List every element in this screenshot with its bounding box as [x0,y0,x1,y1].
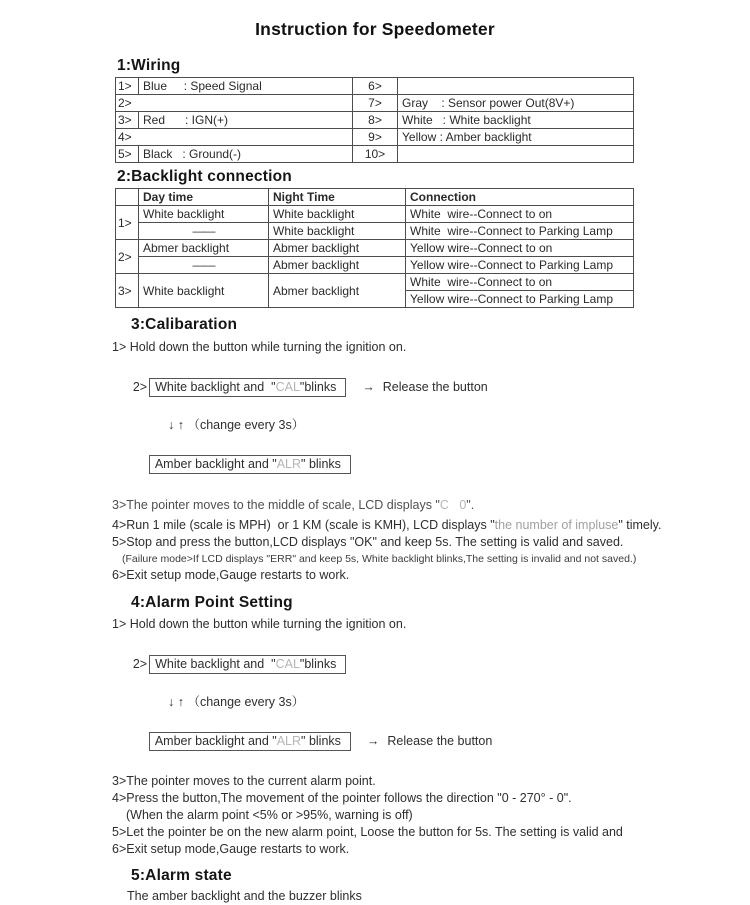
backlight-num: 1> [116,206,139,240]
wiring-num: 5> [116,146,139,163]
box-text: "blinks [299,657,337,671]
wiring-row [116,95,634,112]
arrow-right-icon: → [362,380,376,394]
wiring-row [116,129,634,146]
alr-code: ALR [276,457,302,471]
cal-code: CAL [275,657,300,671]
step-number: 2> [132,380,148,394]
cal-code: CAL [275,380,300,394]
alarm-step-1: 1> Hold down the button while turning the ignition on. [112,617,407,631]
release-button-text: Release the button [387,734,493,748]
step-text: 3>The pointer moves to the middle of scale, LCD displays " [112,498,440,512]
wiring-num: 7> [353,95,398,112]
calibration-step-1: 1> Hold down the button while turning the ignition on. [112,340,407,354]
connection-cell: Yellow wire--Connect to Parking Lamp [406,257,634,274]
down-up-arrows-icon: ↓ ↑ [168,418,184,432]
wiring-num: 6> [353,78,398,95]
box-text: Amber backlight and " [154,734,277,748]
amber-backlight-alr-box [149,455,351,474]
toggle-indicator [168,418,750,433]
night-cell: Abmer backlight [269,240,406,257]
release-button-text: Release the button [382,380,488,394]
wiring-num: 9> [353,129,398,146]
failure-mode-note: (Failure mode>If LCD displays "ERR" and keep 5s, White backlight blinks,The setting is invalid and not saved.) [122,553,637,565]
section-backlight-heading: 2:Backlight connection [117,168,292,185]
white-backlight-cal-box [149,655,346,674]
backlight-row [116,240,634,257]
backlight-row [116,257,634,274]
step-number: 2> [132,657,148,671]
amber-box-row [126,711,750,771]
arrow-right-icon: → [366,734,381,748]
wiring-num: 2> [116,95,353,112]
column-header-night-time: Night Time [269,189,406,206]
wiring-num: 1> [116,78,139,95]
alarm-state-text: The amber backlight and the buzzer blinks [127,889,362,903]
wiring-desc: Black : Ground(-) [139,146,353,163]
backlight-table [115,188,634,308]
box-text: Amber backlight and " [154,457,277,471]
backlight-num: 2> [116,240,139,274]
backlight-row [116,223,634,240]
white-backlight-cal-box [149,378,346,397]
wiring-num: 8> [353,112,398,129]
calibration-step-5: 5>Stop and press the button,LCD displays "OK" and keep 5s. The setting is valid and saved. [112,535,624,549]
toggle-interval-text: （change every 3s） [187,418,305,432]
wiring-num: 3> [116,112,139,129]
box-text: " blinks [301,734,341,748]
box-text: White backlight and " [155,657,276,671]
amber-backlight-alr-box [149,732,351,751]
night-cell: White backlight [269,206,406,223]
wiring-row [116,146,634,163]
box-text: " blinks [301,457,341,471]
amber-box-row [126,434,750,494]
connection-cell: White wire--Connect to Parking Lamp [406,223,634,240]
column-header-connection: Connection [406,189,634,206]
wiring-desc: Red : IGN(+) [139,112,353,129]
day-cell-dash: —— [139,223,269,240]
backlight-header-row [116,189,634,206]
backlight-corner-cell [116,189,139,206]
alr-code: ALR [276,734,302,748]
backlight-row [116,206,634,223]
wiring-row [116,78,634,95]
wiring-num: 10> [353,146,398,163]
night-cell: Abmer backlight [269,257,406,274]
connection-cell: White wire--Connect to on [406,206,634,223]
box-text: "blinks [299,380,337,394]
wiring-desc: White : White backlight [398,112,634,129]
alarm-state-body-wrap [112,888,750,905]
column-header-day-time: Day time [139,189,269,206]
wiring-num: 4> [116,129,353,146]
calibration-step-6: 6>Exit setup mode,Gauge restarts to work. [112,568,350,582]
section-calibration-heading: 3:Calibaration [131,316,238,333]
toggle-indicator [168,695,750,710]
day-cell: White backlight [139,274,269,308]
section-wiring-heading: 1:Wiring [117,57,181,74]
alarm-step-4: 4>Press the button,The movement of the pointer follows the direction "0 - 270° - 0". [112,791,572,805]
alarm-step-2 [112,634,750,694]
step-text: 4>Run 1 mile (scale is MPH) or 1 KM (scale is KMH), LCD displays " [112,518,495,532]
day-cell: White backlight [139,206,269,223]
lcd-code: the number of impluse [494,518,619,532]
lcd-code: C 0 [439,498,467,512]
step-text: " timely. [618,518,662,532]
alarm-setting-steps [112,616,750,858]
wiring-table [115,77,634,163]
wiring-desc [398,78,634,95]
section-alarm-setting-heading: 4:Alarm Point Setting [131,594,293,611]
calibration-step-4 [112,517,750,534]
wiring-row [116,112,634,129]
wiring-desc: Yellow : Amber backlight [398,129,634,146]
alarm-step-6: 6>Exit setup mode,Gauge restarts to work. [112,842,350,856]
down-up-arrows-icon: ↓ ↑ [168,695,184,709]
box-text: White backlight and " [155,380,276,394]
calibration-step-2 [112,357,750,417]
day-cell: Abmer backlight [139,240,269,257]
alarm-step-3: 3>The pointer moves to the current alarm point. [112,774,376,788]
toggle-interval-text: （change every 3s） [187,695,305,709]
wiring-desc: Gray : Sensor power Out(8V+) [398,95,634,112]
connection-cell: Yellow wire--Connect to on [406,240,634,257]
night-cell: Abmer backlight [269,274,406,308]
alarm-threshold-note: (When the alarm point <5% or >95%, warning is off) [126,808,413,822]
connection-cell: Yellow wire--Connect to Parking Lamp [406,291,634,308]
section-alarm-state-heading: 5:Alarm state [131,867,232,884]
backlight-row [116,274,634,291]
night-cell: White backlight [269,223,406,240]
calibration-step-3 [112,497,750,514]
calibration-steps [112,339,750,584]
connection-cell: White wire--Connect to on [406,274,634,291]
wiring-desc [398,146,634,163]
alarm-step-5: 5>Let the pointer be on the new alarm point, Loose the button for 5s. The setting is valid and [112,825,623,839]
backlight-num: 3> [116,274,139,308]
day-cell-dash: —— [139,257,269,274]
step-text: ". [466,498,475,512]
wiring-desc: Blue : Speed Signal [139,78,353,95]
page-title: Instruction for Speedometer [255,19,495,39]
